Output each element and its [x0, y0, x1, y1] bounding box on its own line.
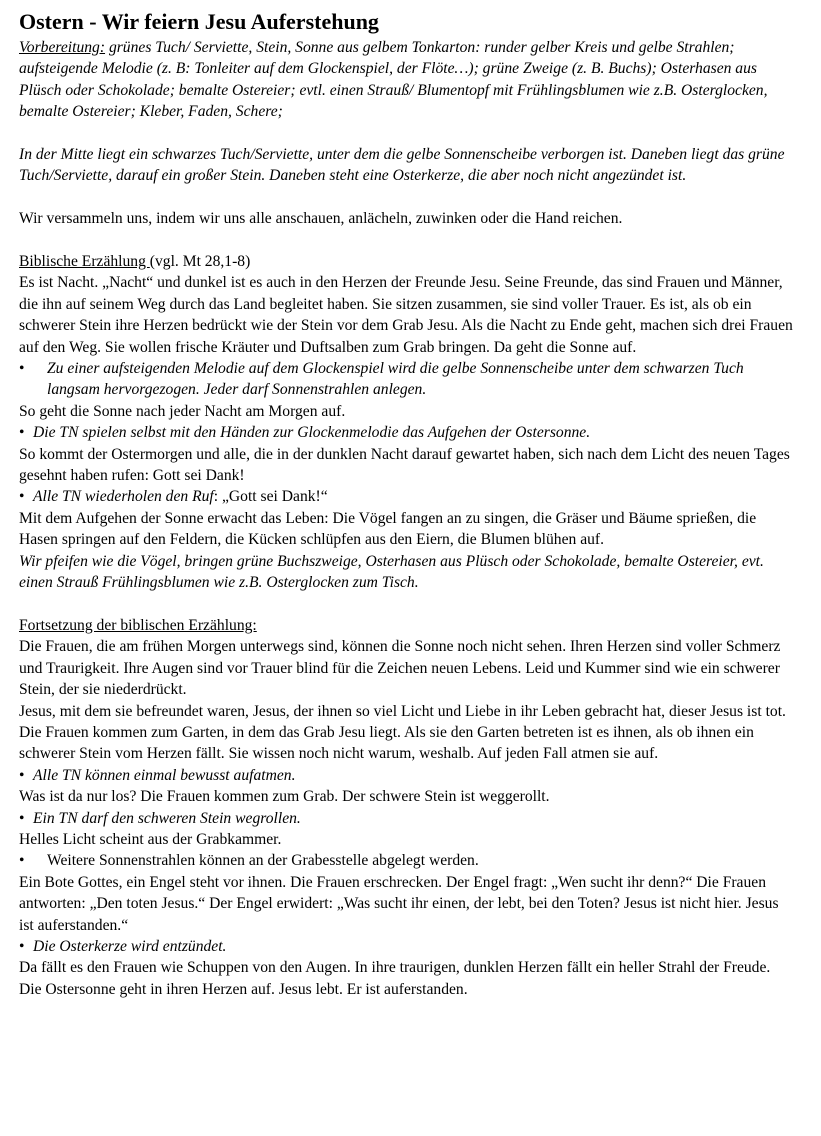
preparation-paragraph	[19, 37, 793, 123]
instruction-text	[33, 486, 793, 507]
instruction-bullet	[19, 936, 793, 957]
preparation-label: Vorbereitung:	[19, 39, 106, 56]
story-paragraph: Helles Licht scheint aus der Grabkammer.	[19, 830, 282, 848]
story-reference: (vgl. Mt 28,1-8)	[149, 253, 251, 271]
story-paragraph: So geht die Sonne nach jeder Nacht am Morgen auf.	[19, 402, 346, 420]
story-paragraph: Da fällt es den Frauen wie Schuppen von den Augen. In ihre traurigen, dunklen Herzen fällt ein heller Strahl der Freude. Die Ostersonne geht in ihren Herzen auf. Jesus lebt. Er ist auferstanden.	[19, 959, 771, 998]
story-paragraph: So kommt der Ostermorgen und alle, die in der dunklen Nacht darauf gewartet haben, sich nach dem Licht des neuen Tages gesehnt haben rufen: Gott sei Dank!	[19, 445, 790, 485]
story-paragraph: Ein Bote Gottes, ein Engel steht vor ihnen. Die Frauen erschrecken. Der Engel fragt: „Wen sucht ihr denn?“ Die Frauen antworten: „Den toten Jesus.“ Der Engel erwidert: „Was sucht ihr einen, der lebt, bei den Toten? Jesus ist nicht hier. Jesus ist auferstanden.“	[19, 873, 779, 934]
bullet-marker: •	[19, 360, 25, 378]
instruction-text: Alle TN können einmal bewusst aufatmen.	[33, 766, 296, 784]
instruction-text: Ein TN darf den schweren Stein wegrollen.	[33, 809, 301, 827]
story-paragraph: Die Frauen, die am frühen Morgen unterwegs sind, können die Sonne noch nicht sehen. Ihren Herzen sind voller Schmerz und Traurigkeit. Ihre Augen sind vor Trauer blind für die Zeichen neuen Lebens. Leid und Kummer sind wie ein schwerer Stein, der sie niederdrückt.	[19, 638, 781, 699]
story-paragraph: Es ist Nacht. „Nacht“ und dunkel ist es auch in den Herzen der Freunde Jesu. Seine Freunde, das sind Frauen und Männer, die ihn auf seinem Weg durch das Land begleitet haben. Sie sitzen zusammen, sie sind voller Trauer. Es ist, als ob ein schwerer Stein ihre Herzen bedrückt wie der Stein vor dem Grab Jesu. Als die Nacht zu Ende geht, machen sich drei Frauen auf den Weg. Sie wollen frische Kräuter und Duftsalben zum Grab bringen. Da geht die Sonne auf.	[19, 274, 793, 356]
preparation-text: grünes Tuch/ Serviette, Stein, Sonne aus gelbem Tonkarton: runder gelber Kreis und gelbe Strahlen; aufsteigende Melodie (z. B: Tonleiter auf dem Glockenspiel, der Flöte…); grüne Zweige (z. B. Buchs); Osterhasen aus Plüsch oder Schokolade; bemalte Ostereier; evtl. einen Strauß/ Blumentopf mit Frühlingsblumen wie z.B. Osterglocken, bemalte Ostereier; Kleber, Faden, Schere;	[19, 39, 768, 121]
story-heading	[19, 251, 793, 272]
bullet-marker: •	[19, 809, 25, 827]
instruction-call: : „Gott sei Dank!“	[213, 488, 328, 506]
instruction-bullet	[19, 422, 793, 443]
instruction-bullet	[19, 358, 793, 401]
instruction-text: Die TN spielen selbst mit den Händen zur Glockenmelodie das Aufgehen der Ostersonne.	[33, 424, 591, 442]
page-title: Ostern - Wir feiern Jesu Auferstehung	[19, 9, 379, 34]
instruction-bullet	[19, 765, 793, 786]
bullet-marker: •	[19, 488, 25, 506]
instruction-text: Weitere Sonnenstrahlen können an der Grabesstelle abgelegt werden.	[47, 852, 479, 870]
activity-paragraph: Wir pfeifen wie die Vögel, bringen grüne Buchszweige, Osterhasen aus Plüsch oder Schokolade, bemalte Ostereier, evt.	[19, 552, 764, 570]
bullet-marker: •	[19, 424, 25, 442]
instruction-text: Zu einer aufsteigenden Melodie auf dem Glockenspiel wird die gelbe Sonnenscheibe unter dem schwarzen Tuch langsam hervorgezogen. Jeder darf Sonnenstrahlen anlegen.	[47, 360, 744, 399]
bullet-marker: •	[19, 938, 25, 955]
continuation-heading	[19, 615, 793, 636]
gathering-paragraph: Wir versammeln uns, indem wir uns alle anschauen, anlächeln, zuwinken oder die Hand reichen.	[19, 210, 623, 228]
story-paragraph: Mit dem Aufgehen der Sonne erwacht das Leben: Die Vögel fangen an zu singen, die Gräser und Bäume sprießen, die Hasen springen auf den Feldern, die Kücken schlüpfen aus den Eiern, die Blumen blühen auf.	[19, 509, 757, 549]
bullet-marker: •	[19, 766, 25, 784]
bullet-marker: •	[19, 852, 25, 870]
story-paragraph: Jesus, mit dem sie befreundet waren, Jesus, der ihnen so viel Licht und Liebe in ihr Leben gebracht hat, dieser Jesus ist tot.	[19, 702, 786, 720]
instruction-bullet	[19, 486, 793, 507]
story-heading-label: Biblische Erzählung	[19, 253, 150, 271]
setup-paragraph: In der Mitte liegt ein schwarzes Tuch/Serviette, unter dem die gelbe Sonnenscheibe verborgen ist. Daneben liegt das grüne Tuch/Serviette, darauf ein großer Stein. Daneben steht eine Osterkerze, die aber noch nicht angezündet ist.	[19, 146, 785, 185]
story-paragraph: Die Frauen kommen zum Garten, in dem das Grab Jesu liegt. Als sie den Garten betreten ist es ihnen, als ob ihnen ein schwerer Stein vom Herzen fällt. Sie wissen noch nicht warum, weshalb. Auf jeden Fall atmen sie auf.	[19, 723, 754, 763]
activity-paragraph: einen Strauß Frühlingsblumen wie z.B. Osterglocken zum Tisch.	[19, 574, 419, 592]
continuation-heading-label: Fortsetzung der biblischen Erzählung:	[19, 616, 257, 634]
instruction-bullet	[19, 850, 793, 871]
instruction-bullet	[19, 808, 793, 829]
instruction-text: Die Osterkerze wird entzündet.	[33, 938, 227, 955]
story-paragraph: Was ist da nur los? Die Frauen kommen zum Grab. Der schwere Stein ist weggerollt.	[19, 788, 550, 806]
instruction-italic: Alle TN wiederholen den Ruf	[33, 488, 214, 506]
